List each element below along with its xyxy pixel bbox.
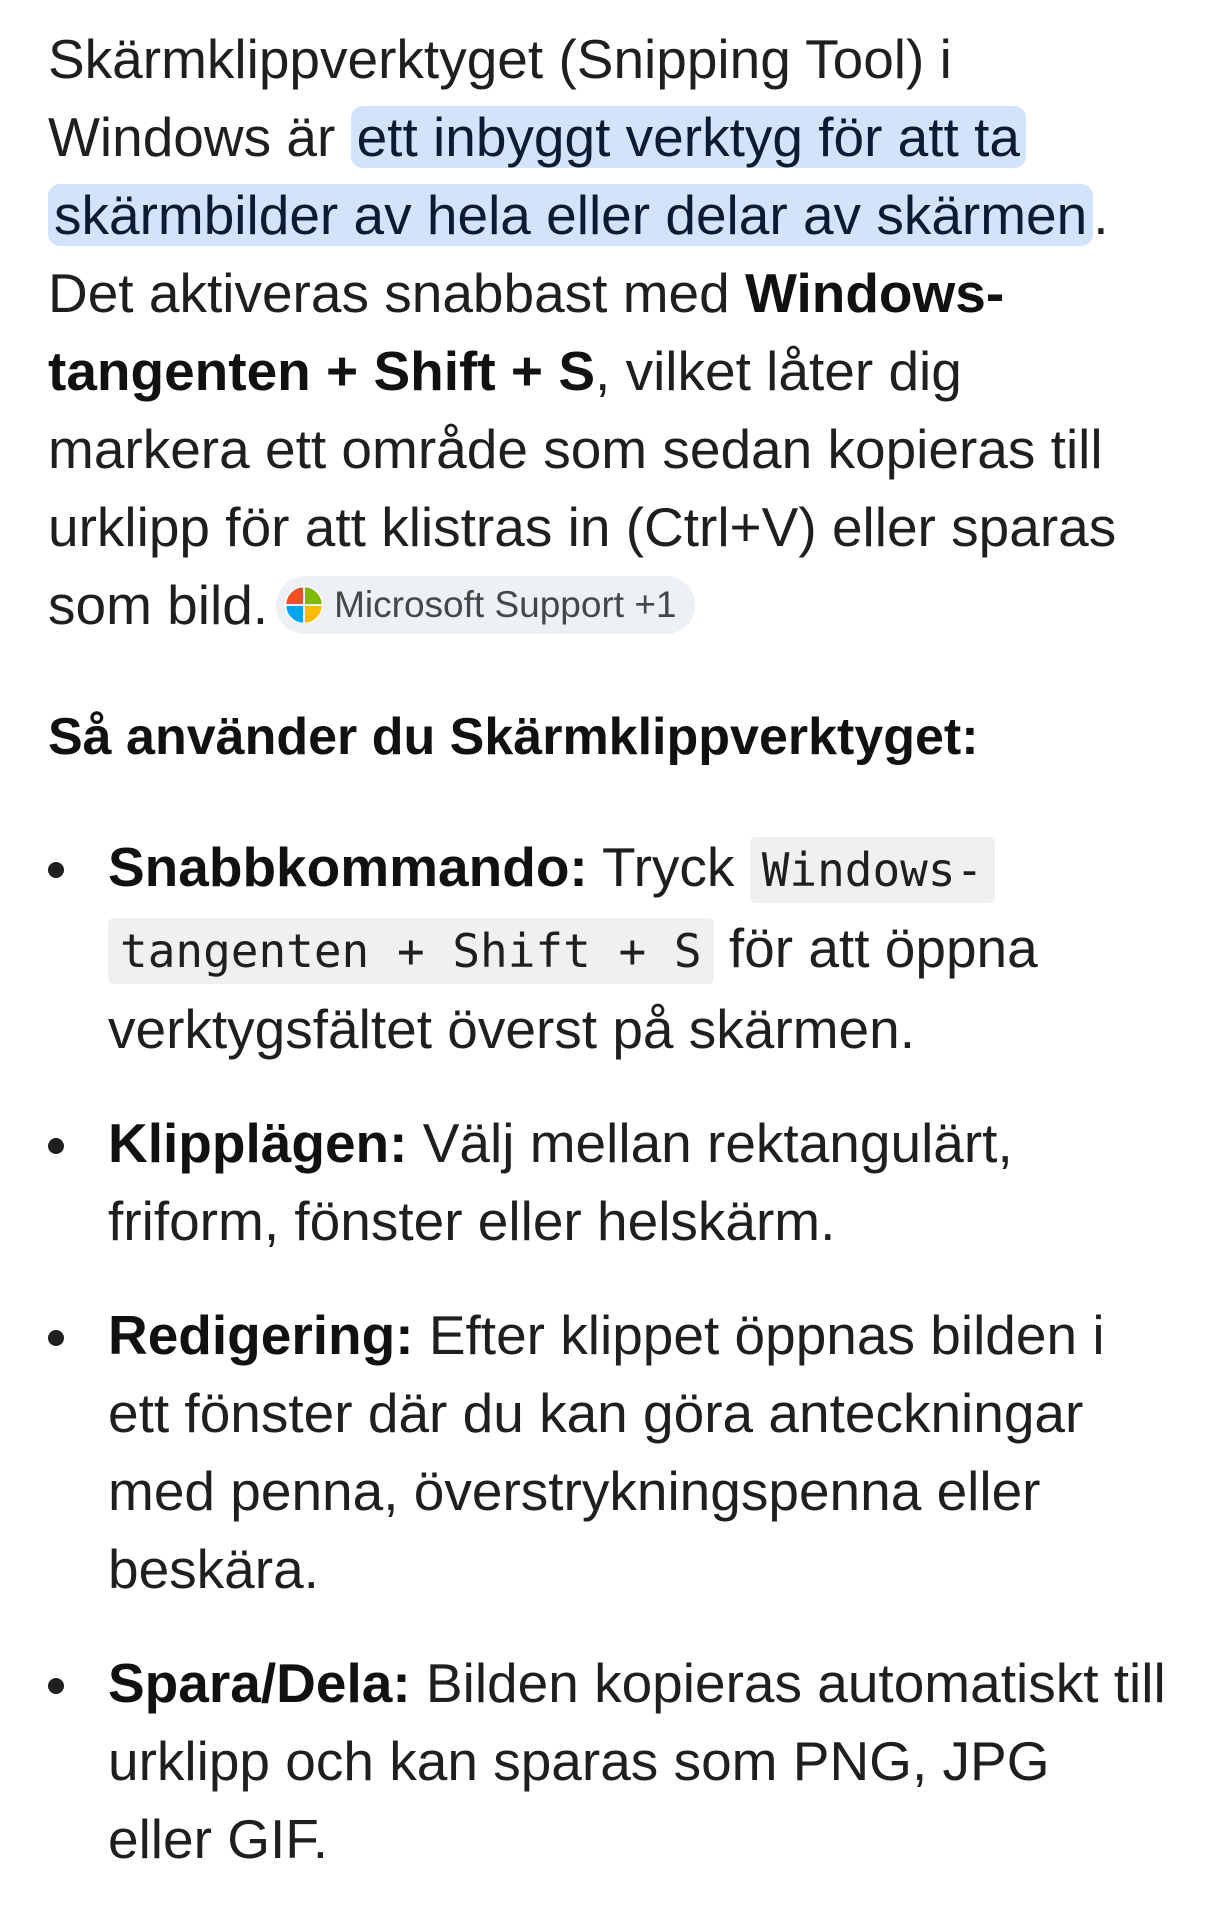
bullet-list (48, 828, 1168, 1878)
list-item-title: Redigering: (108, 1304, 414, 1366)
list-item (48, 1104, 1168, 1260)
intro-text-3: , vilket låter dig markera ett område som sedan kopieras till urklipp för att klistras in (Ctrl+V) eller sparas som bild. (48, 340, 1117, 636)
intro-text-2: . Det aktiveras snabbast med (48, 184, 1109, 324)
microsoft-logo-icon (284, 585, 324, 625)
bullet-icon (48, 1138, 64, 1154)
section-heading: Så använder du Skärmklippverktyget: (48, 708, 979, 766)
list-item (48, 828, 1168, 1068)
source-chip[interactable] (276, 576, 694, 634)
bullet-icon (48, 862, 64, 878)
bullet-icon (48, 1330, 64, 1346)
shortcut-code: Windows-tangenten + Shift + S (108, 837, 995, 984)
list-item (48, 1296, 1168, 1608)
list-item (48, 1644, 1168, 1878)
list-item-text: för att öppna verktygsfältet överst på skärmen. (108, 917, 1038, 1060)
bullet-icon (48, 1678, 64, 1694)
intro-paragraph (48, 20, 1168, 644)
answer-content (48, 20, 1168, 1914)
list-item-title: Spara/Dela: (108, 1652, 411, 1714)
list-item-text: Bilden kopieras automatiskt till urklipp och kan sparas som PNG, JPG eller GIF. (108, 1652, 1166, 1870)
highlighted-passage[interactable]: ett inbyggt verktyg för att ta skärmbilder av hela eller delar av skärmen (48, 106, 1093, 246)
list-item-text: Välj mellan rektangulärt, friform, fönster eller helskärm. (108, 1112, 1013, 1252)
list-item-title: Snabbkommando: (108, 836, 588, 898)
source-chip-label: Microsoft Support +1 (334, 584, 677, 626)
list-item-text: Tryck (587, 836, 750, 898)
list-item-text: Efter klippet öppnas bilden i ett fönster där du kan göra anteckningar med penna, överstrykningspenna eller beskära. (108, 1304, 1105, 1600)
list-item-title: Klipplägen: (108, 1112, 408, 1174)
shortcut-bold: Windows-tangenten + Shift + S (48, 262, 1005, 402)
intro-text-1: Skärmklippverktyget (Snipping Tool) i Windows är (48, 28, 952, 168)
